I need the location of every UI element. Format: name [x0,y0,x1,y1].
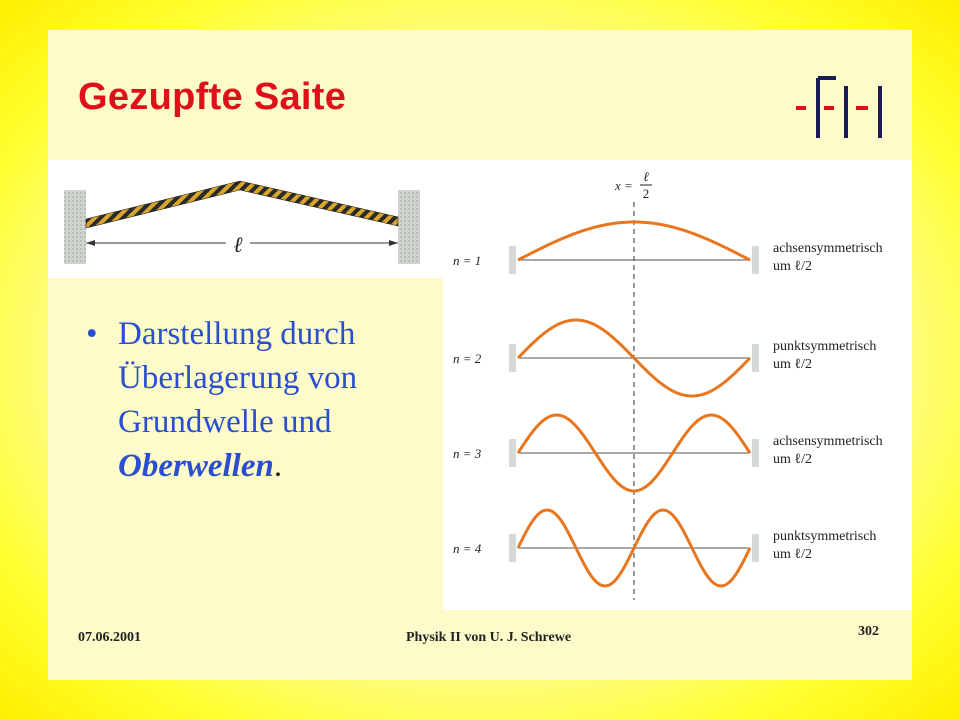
mode-n-label: n = 3 [453,446,482,461]
wave-mode-1 [453,222,883,274]
footer-page-number: 302 [858,624,879,639]
left-clamp [509,439,516,467]
midpoint-label-numerator: ℓ [643,169,649,184]
bullet-marker: • [86,316,98,352]
right-clamp [752,534,759,562]
footer-date: 07.06.2001 [78,630,141,645]
right-clamp [398,190,420,264]
mode-symmetry-axis-label: um ℓ/2 [773,452,812,467]
plucked-string-figure [48,160,443,278]
wave-mode-2 [453,320,876,396]
mode-symmetry-label: punktsymmetrisch [773,529,877,544]
mode-symmetry-label: achsensymmetrisch [773,434,883,449]
mode-symmetry-axis-label: um ℓ/2 [773,259,812,274]
bullet-end: . [273,448,283,484]
plucked-string [86,181,398,228]
bullet-text: Darstellung durch Überlagerung von Grundwelle und [118,316,358,440]
mode-n-label: n = 1 [453,253,482,268]
mode-n-label: n = 4 [453,541,482,556]
right-clamp [752,439,759,467]
left-clamp [509,534,516,562]
mode-symmetry-label: achsensymmetrisch [773,241,883,256]
fh-logo [796,56,896,146]
footer-course: Physik II von U. J. Schrewe [406,630,572,645]
left-clamp [509,246,516,274]
slide-title: Gezupfte Saite [78,76,347,118]
right-clamp [752,344,759,372]
left-clamp [509,344,516,372]
wave-mode-4 [453,510,876,586]
standing-waves-figure [443,160,912,610]
string-length-label: ℓ [233,232,243,257]
mode-symmetry-axis-label: um ℓ/2 [773,357,812,372]
mode-n-label: n = 2 [453,351,482,366]
bullet-emphasis: Oberwellen [118,448,274,484]
slide [48,30,912,680]
mode-symmetry-label: punktsymmetrisch [773,339,877,354]
midpoint-label-prefix: x = [615,178,633,193]
mode-symmetry-axis-label: um ℓ/2 [773,547,812,562]
left-clamp [64,190,86,264]
midpoint-label-denominator: 2 [642,186,650,201]
right-clamp [752,246,759,274]
wave-mode-3 [453,415,883,491]
